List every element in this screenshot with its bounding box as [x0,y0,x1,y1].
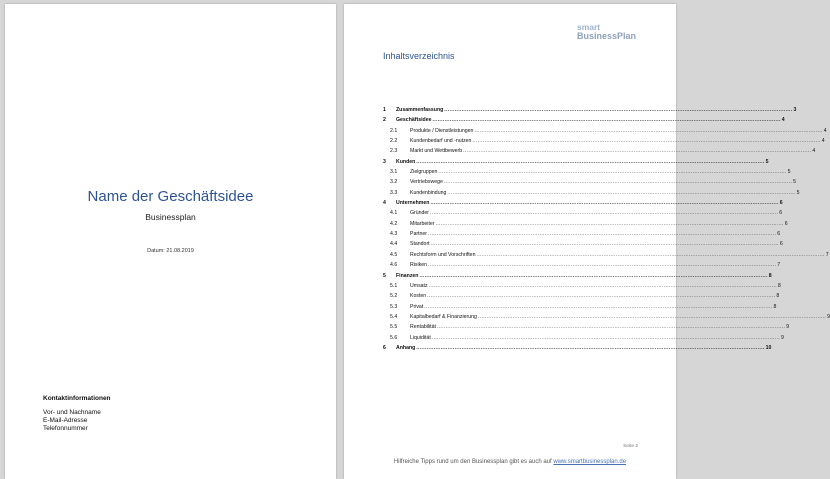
toc-entry-number: 4.5 [390,251,398,258]
toc-entry-page: 8 [768,272,772,279]
toc-entry-page: 9 [786,324,790,331]
toc-entry-label: Gründer [410,210,430,217]
toc-entry-number: 5 [383,272,386,279]
toc-dot-leader: ........................................................................................................................................................................................................ [447,189,796,196]
toc-entry-label: Vertriebswege [410,179,443,186]
toc-entry-number: 1 [383,107,386,113]
toc-entry[interactable] [383,324,790,334]
toc-entry-page: 6 [784,220,788,227]
toc-dot-leader: ........................................................................................................................................................................................................ [435,220,784,227]
toc-entry[interactable] [383,148,816,158]
toc-entry-label: Privat [410,303,424,310]
footer-text: Hilfreiche Tipps rund um den Businessplan gibt es auch auf [393,459,554,465]
toc-dot-leader: ........................................................................................................................................................................................................ [474,127,823,134]
footer-link[interactable]: www.smartbusinessplan.de [553,459,627,465]
toc-entry-page: 7 [825,251,829,258]
toc-dot-leader: ........................................................................................................................................................................................................ [416,158,765,165]
toc-entry-number: 5.3 [390,303,398,310]
toc-dot-leader: ........................................................................................................................................................................................................ [436,324,786,331]
toc-entry-label: Kunden [396,158,416,165]
toc-entry-page: 8 [777,282,781,289]
toc-heading: Inhaltsverzeichnis [383,51,455,61]
toc-entry-page: 8 [776,293,780,300]
page-number: Seite 2 [623,444,638,449]
toc-entry-page: 8 [773,303,777,310]
toc-entry-page: 3 [793,107,797,113]
toc-entry[interactable] [383,220,788,231]
toc-entry-number: 4 [383,200,386,207]
toc-dot-leader: ........................................................................................................................................................................................................ [463,148,812,155]
smart-businessplan-logo [577,23,636,41]
toc-entry-label: Unternehmen [396,200,430,207]
contact-heading: Kontaktinformationen [43,395,111,402]
toc-entry[interactable] [383,344,772,355]
toc-entry-page: 4 [812,148,816,155]
toc-entry-page: 10 [765,344,772,351]
toc-entry[interactable] [383,313,830,324]
toc-dot-leader: ........................................................................................................................................................................................................ [430,241,779,248]
toc-entry-number: 3.3 [390,189,398,196]
toc-entry-number: 2.1 [390,127,398,134]
document-subtitle: Businessplan [145,212,196,222]
toc-entry-label: Geschäftsidee [396,117,432,124]
contact-name: Vor- und Nachname [43,409,101,416]
logo-line-2: BusinessPlan [576,31,636,41]
toc-entry-number: 4.3 [390,231,398,238]
toc-entry[interactable] [383,210,783,220]
toc-dot-leader: ........................................................................................................................................................................................................ [438,169,787,176]
toc-entry-page: 4 [781,117,785,124]
toc-entry[interactable] [383,158,769,169]
toc-entry-label: Mitarbeiter [410,220,435,227]
toc-entry[interactable] [383,138,825,148]
toc-entry-page: 7 [777,262,781,269]
toc-entry-label: Rechtsform und Vorschriften [410,251,476,258]
contact-phone: Telefonnummer [43,425,88,432]
toc-entry-number: 3.2 [390,179,398,186]
toc-entry-number: 5.1 [390,282,398,289]
cover-page [5,4,336,479]
logo-line-1: smart [576,22,601,32]
toc-dot-leader: ........................................................................................................................................................................................................ [430,200,779,207]
toc-entry-label: Partner [410,231,428,238]
toc-dot-leader: ........................................................................................................................................................................................................ [419,272,768,279]
toc-dot-leader: ........................................................................................................................................................................................................ [424,303,773,310]
toc-entry[interactable] [383,231,781,241]
toc-entry[interactable] [383,303,777,314]
toc-entry-page: 5 [765,158,769,165]
toc-entry-number: 2 [383,117,386,124]
toc-entry-number: 5.2 [390,293,398,300]
toc-entry-page: 9 [781,334,784,341]
toc-entry-label: Rentabilität [410,324,436,331]
toc-entry-page: 5 [787,169,791,176]
toc-dot-leader: ........................................................................................................................................................................................................ [428,262,777,269]
toc-entry-label: Finanzen [396,272,419,279]
toc-entry-number: 5.6 [390,334,398,341]
toc-entry-label: Risiken [410,262,428,269]
toc-dot-leader: ........................................................................................................................................................................................................ [443,179,793,186]
toc-entry-number: 6 [383,344,386,351]
toc-entry-page: 6 [779,210,783,217]
toc-entry[interactable] [383,200,783,210]
toc-entry-page: 5 [793,179,797,186]
document-date: Datum: 21.08.2019 [147,248,194,254]
toc-entry-page: 6 [779,200,783,207]
toc-entry[interactable] [383,334,784,345]
table-of-contents [383,107,830,355]
toc-entry-label: Anhang [396,344,416,351]
toc-entry-label: Kundenbindung [410,189,447,196]
toc-entry-label: Zusammenfassung [396,107,444,113]
toc-entry[interactable] [383,251,829,262]
toc-entry-number: 4.6 [390,262,398,269]
toc-entry[interactable] [383,282,781,293]
toc-entry[interactable] [383,179,797,189]
toc-entry-number: 2.3 [390,148,398,155]
toc-dot-leader: ........................................................................................................................................................................................................ [431,334,781,341]
toc-entry[interactable] [383,127,827,138]
toc-entry-number: 4.2 [390,220,398,227]
toc-page [344,4,830,479]
toc-dot-leader: ........................................................................................................................................................................................................ [444,107,793,113]
toc-entry-label: Zielgruppen [410,169,438,176]
business-idea-title: Name der Geschäftsidee [87,188,254,205]
toc-entry-number: 5.4 [390,313,398,320]
toc-entry-label: Liquidität [410,334,431,341]
toc-entry[interactable] [383,272,772,283]
contact-list [43,409,101,433]
toc-dot-leader: ........................................................................................................................................................................................................ [416,344,765,351]
toc-entry-page: 6 [779,241,783,248]
toc-entry-label: Umsatz [410,282,428,289]
toc-dot-leader: ........................................................................................................................................................................................................ [428,282,777,289]
toc-entry-label: Standort [410,241,430,248]
toc-entry-label: Produkte / Dienstleistungen [410,127,474,134]
toc-entry-page: 9 [827,313,830,320]
toc-entry-label: Kapitalbedarf & Finanzierung [410,313,477,320]
toc-entry-number: 4.1 [390,210,398,217]
toc-entry-page: 4 [823,127,827,134]
toc-entry-label: Kundenbedarf und -nutzen [410,138,472,145]
footer-note [344,459,676,465]
toc-entry-page: 4 [821,138,825,145]
contact-email: E-Mail-Adresse [43,417,88,424]
toc-dot-leader: ........................................................................................................................................................................................................ [472,138,821,145]
toc-entry-number: 5.5 [390,324,398,331]
toc-entry[interactable] [383,189,800,200]
toc-entry[interactable] [383,169,791,179]
toc-entry-number: 3.1 [390,169,398,176]
toc-entry[interactable] [383,262,781,272]
toc-dot-leader: ........................................................................................................................................................................................................ [477,313,827,320]
toc-dot-leader: ........................................................................................................................................................................................................ [430,210,779,217]
toc-entry-number: 2.2 [390,138,398,145]
toc-dot-leader: ........................................................................................................................................................................................................ [432,117,781,124]
toc-entry-label: Kosten [410,293,427,300]
toc-entry[interactable] [383,117,785,127]
toc-entry-number: 4.4 [390,241,398,248]
toc-entry[interactable] [383,293,780,303]
toc-entry[interactable] [383,107,797,117]
toc-dot-leader: ........................................................................................................................................................................................................ [427,293,776,300]
toc-dot-leader: ........................................................................................................................................................................................................ [476,251,825,258]
toc-entry-page: 5 [796,189,800,196]
toc-entry-label: Markt und Wettbewerb [410,148,463,155]
toc-entry-page: 6 [777,231,781,238]
toc-dot-leader: ........................................................................................................................................................................................................ [428,231,777,238]
toc-entry-number: 3 [383,158,386,165]
toc-entry[interactable] [383,241,783,251]
